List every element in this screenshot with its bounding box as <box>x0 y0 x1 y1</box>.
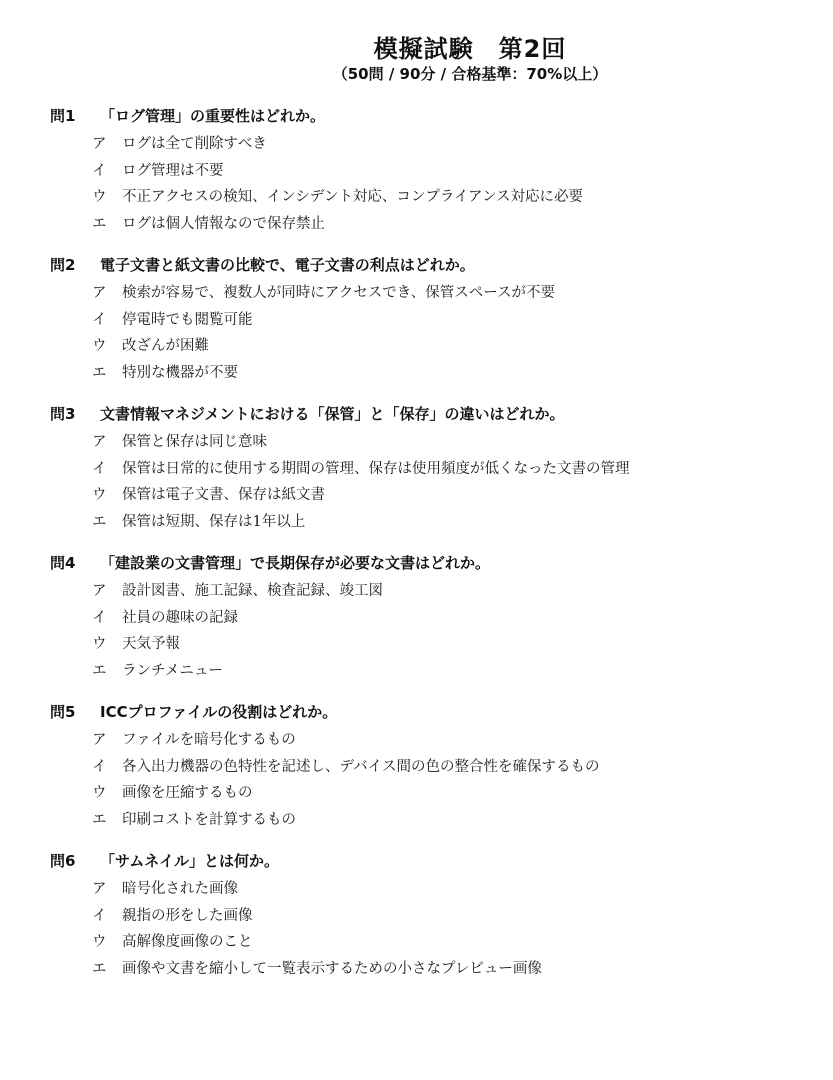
choice-text: 保管は電子文書、保存は紙文書 <box>122 487 325 503</box>
question-number: 問3 <box>50 405 76 423</box>
exam-subtitle: （50問 / 90分 / 合格基準：70%以上） <box>332 65 608 83</box>
choice-label: ア <box>92 285 107 301</box>
choice-list <box>50 876 810 982</box>
question-text: 文書情報マネジメントにおける「保管」と「保存」の違いはどれか。 <box>100 405 565 423</box>
choice-i <box>50 307 810 334</box>
choice-a <box>50 727 810 754</box>
choice-label: エ <box>92 662 107 679</box>
question-heading <box>50 849 810 876</box>
question-text: 「建設業の文書管理」で長期保存が必要な文書はどれか。 <box>100 554 491 572</box>
choice-label: ウ <box>92 189 107 205</box>
question-1 <box>50 104 810 237</box>
choice-label: ア <box>92 583 107 599</box>
question-number: 問4 <box>50 554 76 572</box>
choice-a <box>50 429 810 456</box>
choice-list <box>50 578 810 684</box>
choice-text: 設計図書、施工記録、検査記録、竣工図 <box>122 583 383 599</box>
question-heading <box>50 104 810 131</box>
choice-list <box>50 727 810 833</box>
choice-text: 画像や文書を縮小して一覧表示するための小さなプレビュー画像 <box>122 960 542 977</box>
choice-text: 高解像度画像のこと <box>122 934 253 950</box>
choice-i <box>50 158 810 185</box>
question-4 <box>50 551 810 684</box>
choice-text: 保管は短期、保存は1年以上 <box>122 513 306 530</box>
question-6 <box>50 849 810 982</box>
question-2 <box>50 253 810 386</box>
choice-e <box>50 807 810 834</box>
choice-text: 保管は日常的に使用する期間の管理、保存は使用頻度が低くなった文書の管理 <box>122 460 630 477</box>
choice-u <box>50 184 810 211</box>
choice-label: イ <box>92 311 107 328</box>
choice-u <box>50 780 810 807</box>
choice-text: 各入出力機器の色特性を記述し、デバイス間の色の整合性を確保するもの <box>122 758 600 775</box>
choice-e <box>50 211 810 238</box>
choice-a <box>50 131 810 158</box>
choice-text: ログ管理は不要 <box>122 162 224 179</box>
choice-text: 特別な機器が不要 <box>122 364 238 381</box>
question-number: 問5 <box>50 703 76 721</box>
choice-label: ア <box>92 732 107 748</box>
question-text: 電子文書と紙文書の比較で、電子文書の利点はどれか。 <box>100 256 475 274</box>
choice-i <box>50 605 810 632</box>
choice-text: 暗号化された画像 <box>122 881 238 897</box>
question-number: 問6 <box>50 852 76 870</box>
choice-label: エ <box>92 364 107 381</box>
choice-u <box>50 333 810 360</box>
choice-a <box>50 578 810 605</box>
choice-list <box>50 429 810 535</box>
choice-text: ランチメニュー <box>122 662 223 679</box>
choice-label: ア <box>92 881 107 897</box>
choice-text: 保管と保存は同じ意味 <box>122 434 267 450</box>
choice-label: ウ <box>92 934 107 950</box>
question-number: 問1 <box>50 107 76 125</box>
choice-text: 印刷コストを計算するもの <box>122 811 296 828</box>
choice-e <box>50 956 810 983</box>
choice-u <box>50 482 810 509</box>
choice-text: ファイルを暗号化するもの <box>122 732 296 748</box>
choice-u <box>50 929 810 956</box>
choice-label: エ <box>92 811 107 828</box>
choice-label: ア <box>92 136 107 152</box>
choice-list <box>50 131 810 237</box>
question-text: 「サムネイル」とは何か。 <box>100 852 279 870</box>
question-heading <box>50 551 810 578</box>
choice-label: エ <box>92 513 107 530</box>
choice-label: イ <box>92 460 107 477</box>
choice-label: イ <box>92 162 107 179</box>
choice-text: 不正アクセスの検知、インシデント対応、コンプライアンス対応に必要 <box>122 189 584 205</box>
choice-i <box>50 754 810 781</box>
choice-label: エ <box>92 215 107 232</box>
choice-text: 検索が容易で、複数人が同時にアクセスでき、保管スペースが不要 <box>122 285 555 301</box>
question-heading <box>50 700 810 727</box>
choice-text: 改ざんが困難 <box>122 338 209 354</box>
choice-a <box>50 280 810 307</box>
choice-label: ウ <box>92 636 107 652</box>
choice-list <box>50 280 810 386</box>
choice-e <box>50 658 810 685</box>
choice-label: イ <box>92 758 107 775</box>
choice-i <box>50 456 810 483</box>
choice-label: イ <box>92 609 107 626</box>
choice-text: ログは全て削除すべき <box>122 136 267 152</box>
choice-text: 天気予報 <box>122 636 180 652</box>
choice-e <box>50 509 810 536</box>
choice-a <box>50 876 810 903</box>
choice-label: ウ <box>92 487 107 503</box>
choice-label: ウ <box>92 338 107 354</box>
choice-i <box>50 903 810 930</box>
choice-text: 停電時でも閲覧可能 <box>122 311 253 328</box>
choice-text: 画像を圧縮するもの <box>122 785 253 801</box>
question-list <box>50 104 810 998</box>
question-heading <box>50 402 810 429</box>
exam-title: 模擬試験 第2回 <box>373 35 567 63</box>
choice-label: ア <box>92 434 107 450</box>
question-heading <box>50 253 810 280</box>
choice-text: 親指の形をした画像 <box>122 907 253 924</box>
question-text: ICCプロファイルの役割はどれか。 <box>100 703 338 721</box>
exam-header <box>300 34 640 84</box>
question-3 <box>50 402 810 535</box>
choice-label: イ <box>92 907 107 924</box>
choice-text: ログは個人情報なので保存禁止 <box>122 215 325 232</box>
question-number: 問2 <box>50 256 76 274</box>
choice-label: エ <box>92 960 107 977</box>
choice-u <box>50 631 810 658</box>
choice-label: ウ <box>92 785 107 801</box>
question-5 <box>50 700 810 833</box>
choice-e <box>50 360 810 387</box>
choice-text: 社員の趣味の記録 <box>122 609 238 626</box>
question-text: 「ログ管理」の重要性はどれか。 <box>100 107 326 125</box>
